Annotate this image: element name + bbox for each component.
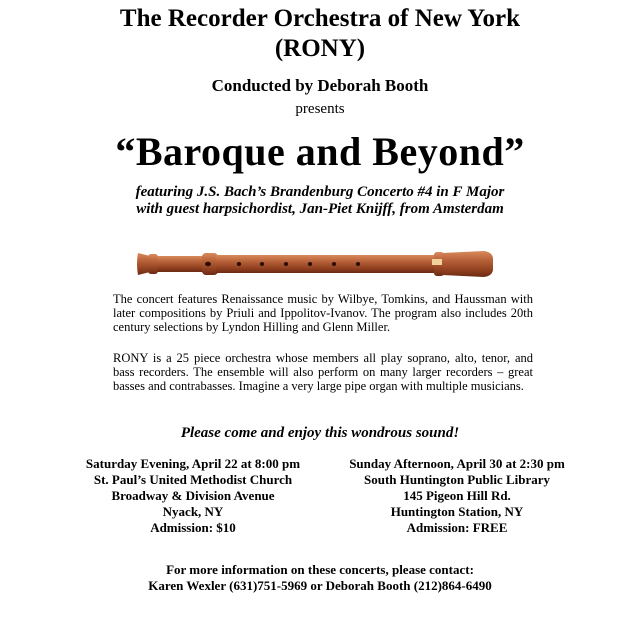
program-description: The concert features Renaissance music by Wilbye, Tomkins, and Haussman with later compositions by Priuli and Ippolitov-Ivanov. The program also includes 20th century selections by Lyndon Hilling and Glenn Miller. — [113, 292, 533, 334]
concert-title: “Baroque and Beyond” — [115, 129, 525, 174]
conductor-line: Conducted by Deborah Booth — [211, 76, 429, 95]
event-when: Sunday Afternoon, April 30 at 2:30 pm — [349, 456, 565, 471]
event-city: Nyack, NY — [162, 504, 224, 519]
orchestra-title: The Recorder Orchestra of New York — [119, 5, 521, 32]
event-city: Huntington Station, NY — [390, 504, 524, 519]
event-when: Saturday Evening, April 22 at 8:00 pm — [85, 456, 301, 471]
event-address: 145 Pigeon Hill Rd. — [403, 488, 511, 503]
contact-phones: Karen Wexler (631)751-5969 or Deborah Booth (212)864-6490 — [148, 578, 492, 593]
event-admission: Admission: FREE — [406, 520, 508, 535]
event-address: Broadway & Division Avenue — [111, 488, 275, 503]
invitation-line: Please come and enjoy this wondrous sound! — [180, 425, 460, 441]
presents-text: presents — [295, 101, 345, 117]
orchestra-description: RONY is a 25 piece orchestra whose members all play soprano, alto, tenor, and bass recorders. The ensemble will also perform on many larger recorders – great basses and contrabasses. Imagine a very large pipe organ with multiple musicians. — [113, 351, 533, 393]
recorder-instrument-icon — [136, 244, 494, 284]
orchestra-acronym: (RONY) — [274, 35, 366, 62]
event-saturday — [58, 456, 328, 536]
event-venue: St. Paul’s United Methodist Church — [93, 472, 293, 487]
event-venue: South Huntington Public Library — [363, 472, 551, 487]
featuring-line-1: featuring J.S. Bach’s Brandenburg Concerto #4 in F Major — [135, 184, 505, 200]
event-admission: Admission: $10 — [150, 520, 236, 535]
featuring-line-2: with guest harpsichordist, Jan-Piet Knijff, from Amsterdam — [136, 201, 504, 217]
contact-heading: For more information on these concerts, please contact: — [166, 562, 474, 577]
event-sunday — [322, 456, 592, 536]
